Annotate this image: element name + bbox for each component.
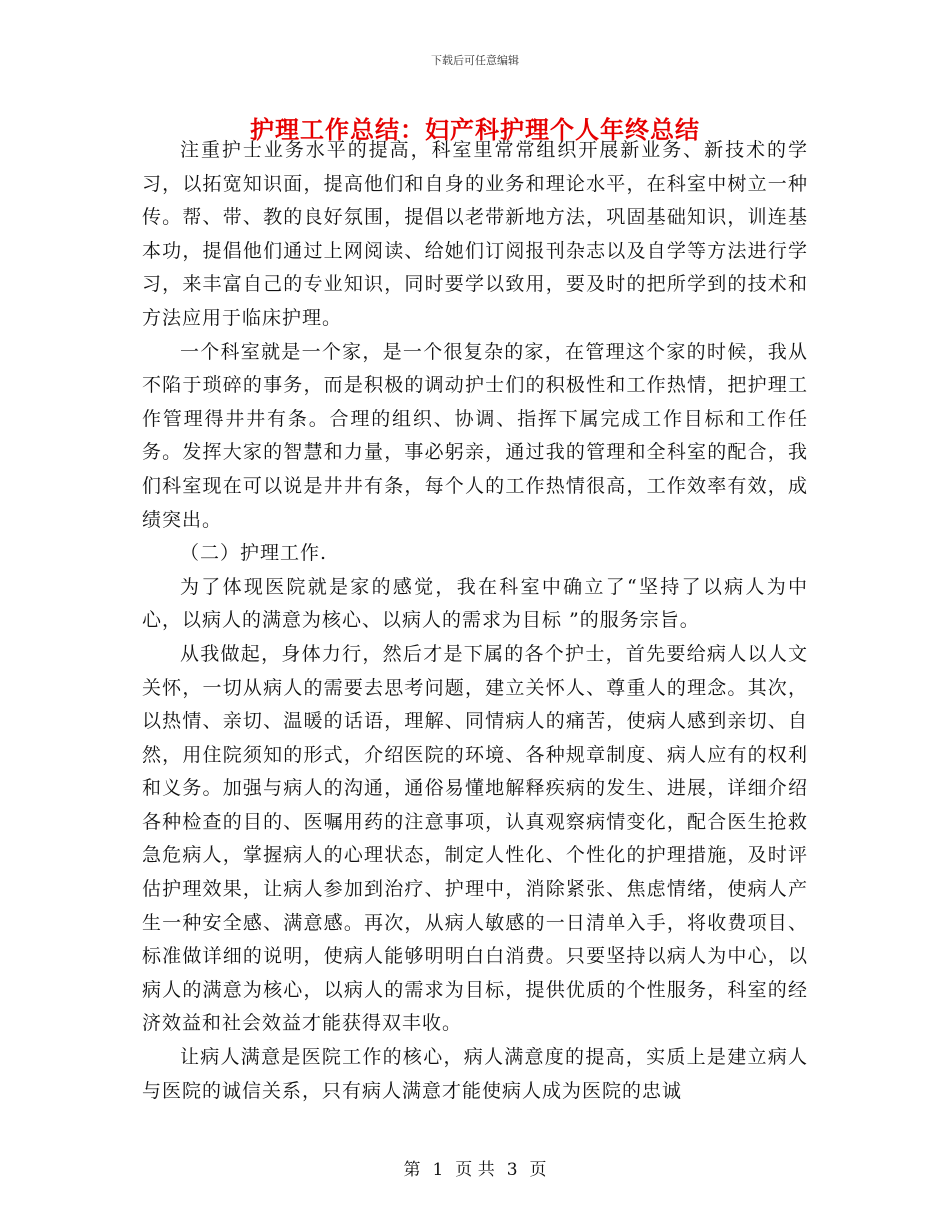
page-current: 1 [432, 1160, 444, 1180]
paragraph: 从我做起，身体力行，然后才是下属的各个护士，首先要给病人以人文关怀，一切从病人的需要去思考问题，建立关怀人、尊重人的理念。其次，以热情、亲切、温暖的话语，理解、同情病人的痛苦，使病人感到亲切、自然，用住院须知的形式，介绍医院的环境、各种规章制度、病人应有的权利和义务。加强与病人的沟通，通俗易懂地解释疾病的发生、进展，详细介绍各种检查的目的、医嘱用药的注意事项，认真观察病情变化，配合医生抢救急危病人，掌握病人的心理状态，制定人性化、个性化的护理措施，及时评估护理效果，让病人参加到治疗、护理中，消除紧张、焦虑情绪，使病人产生一种安全感、满意感。再次，从病人敏感的一日清单入手，将收费项目、标准做详细的说明，使病人能够明明白白消费。只要坚持以病人为中心，以病人的满意为核心，以病人的需求为目标，提供优质的个性服务，科室的经济效益和社会效益才能获得双丰收。 [142, 642, 808, 1035]
document-title: 护理工作总结：妇产科护理个人年终总结 [250, 115, 700, 144]
paragraph: 一个科室就是一个家，是一个很复杂的家，在管理这个家的时候，我从不陷于琐碎的事务，而是积极的调动护士们的积极性和工作热情，把护理工作管理得井井有条。合理的组织、协调、指挥下属完成工作目标和工作任务。发挥大家的智慧和力量，事必躬亲，通过我的管理和全科室的配合，我们科室现在可以说是井井有条，每个人的工作热情很高，工作效率有效，成绩突出。 [142, 340, 808, 531]
paragraph: 为了体现医院就是家的感觉，我在科室中确立了“坚持了以病人为中心，以病人的满意为核心、以病人的需求为目标 ”的服务宗旨。 [142, 575, 808, 632]
page-header: 下载后可任意编辑 [431, 54, 519, 67]
page-suffix: 页 [529, 1160, 547, 1180]
paragraph: 让病人满意是医院工作的核心，病人满意度的提高，实质上是建立病人与医院的诚信关系，只有病人满意才能使病人成为医院的忠诚 [142, 1046, 808, 1102]
section-heading: （二）护理工作. [180, 542, 328, 565]
page-footer [0, 1155, 950, 1180]
document-body [142, 134, 808, 1108]
page-prefix: 第 [403, 1160, 421, 1180]
paragraph: 注重护士业务水平的提高，科室里常常组织开展新业务、新技术的学习，以拓宽知识面，提高他们和自身的业务和理论水平，在科室中树立一种传。帮、带、教的良好氛围，提倡以老带新地方法，巩固基础知识，训连基本功，提倡他们通过上网阅读、给她们订阅报刊杂志以及自学等方法进行学习，来丰富自己的专业知识，同时要学以致用，要及时的把所学到的技术和方法应用于临床护理。 [142, 139, 808, 329]
page-total: 3 [506, 1160, 518, 1180]
page-mid: 页 共 [455, 1160, 495, 1180]
